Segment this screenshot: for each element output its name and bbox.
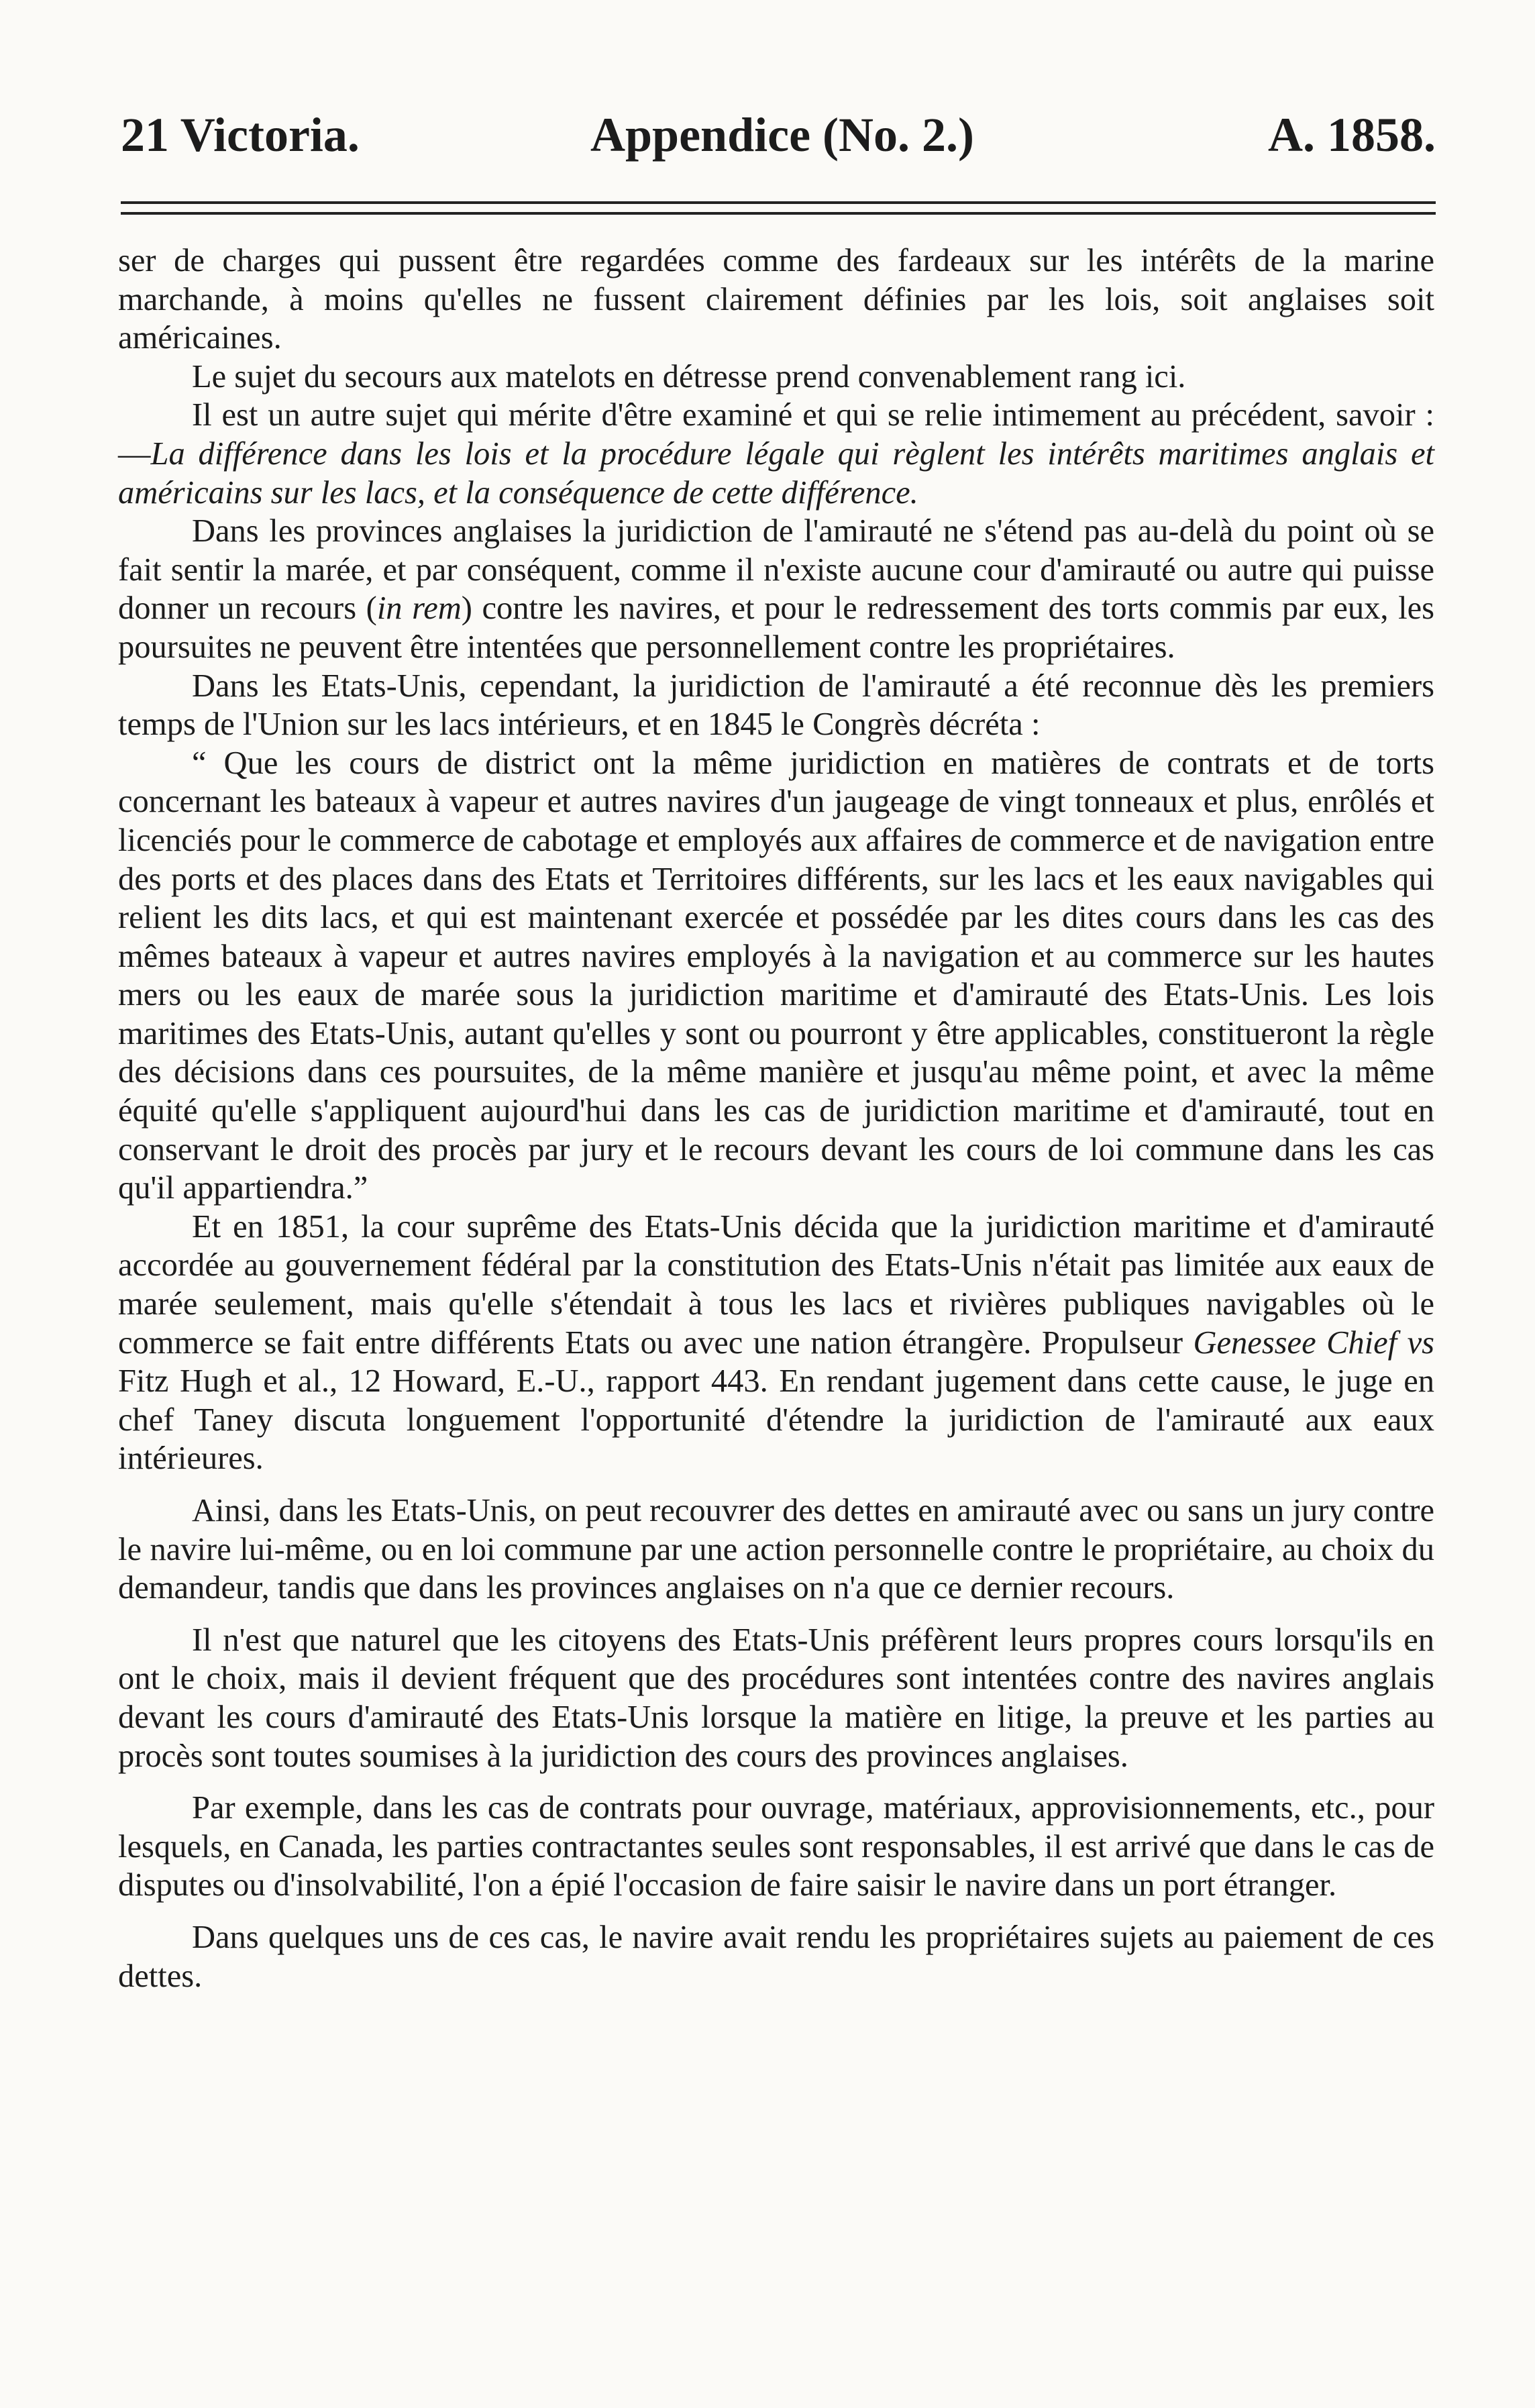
paragraph — [118, 1621, 1434, 1775]
header-appendix: Appendice (No. 2.) — [590, 108, 974, 162]
paragraph — [118, 1491, 1434, 1608]
text-run: Dans les Etats-Unis, cependant, la juridiction de l'amirauté a été reconnue dès les premiers temps de l'Union sur les lacs intérieurs, et en 1845 le Congrès décréta : — [118, 668, 1434, 743]
italic-text: Genessee Chief vs — [1193, 1324, 1434, 1361]
body-text — [118, 242, 1434, 1995]
header-session: 21 Victoria. — [121, 108, 360, 162]
text-run: “ Que les cours de district ont la même juridiction en matières de contrats et de torts concernant les bateaux à vapeur et autres navires d'un jaugeage de vingt tonneaux et plus, enrôlés et licenciés pour le commerce de cabotage et employés aux affaires de commerce et de navigation entre des ports et des places dans des Etats et Territoires différents, sur les lacs et les eaux navigables qui relient les dits lacs, et qui est maintenant exercée et possédée par les dites cours dans les cas des mêmes bateaux à vapeur et autres navires employés à la navigation et au commerce sur les hautes mers ou les eaux de marée sous la juridiction maritime et d'amirauté des Etats-Unis. Les lois maritimes des Etats-Unis, autant qu'elles y sont ou pourront y être applicables, constitueront la règle des décisions dans ces poursuites, de la même manière et jusqu'au même point, et avec la même équité qu'elle s'appliquent aujourd'hui dans les cas de juridiction maritime et d'amirauté, tout en conservant le droit des procès par jury et le recours devant les cours de loi commune dans les cas qu'il appartiendra.” — [118, 745, 1434, 1206]
text-run: Dans les provinces anglaises la juridiction de l'amirauté ne s'étend pas au-delà du point où se fait sentir la marée, et par conséquent, comme il n'existe aucune cour d'amirauté ou autre qui puisse donner un recours ( — [118, 513, 1434, 627]
paragraph — [118, 396, 1434, 512]
text-run: Et en 1851, la cour suprême des Etats-Unis décida que la juridiction maritime et d'amirauté accordée au gouvernement fédéral par la constitution des Etats-Unis n'était pas limitée aux eaux de marée seulement, mais qu'elle s'étendait à tous les lacs et rivières publiques navigables où le commerce se fait entre différents Etats ou avec une nation étrangère. Propulseur — [118, 1208, 1434, 1361]
paragraph — [118, 242, 1434, 358]
text-run: Il n'est que naturel que les citoyens des Etats-Unis préfèrent leurs propres cours lorsqu'ils en ont le choix, mais il devient fréquent que des procédures sont intentées contre des navires anglais devant les cours d'amirauté des Etats-Unis lorsque la matière en litige, la preuve et les parties au procès sont toutes soumises à la juridiction des cours des provinces anglaises. — [118, 1622, 1434, 1774]
text-run: ) contre les navires, et pour le redressement des torts commis par eux, les poursuites ne peuvent être intentées que personnellement contre les propriétaires. — [118, 590, 1434, 665]
paragraph — [118, 744, 1434, 1208]
text-run: Il est un autre sujet qui mérite d'être examiné et qui se relie intimement au précédent, savoir :— — [118, 397, 1434, 472]
paragraph — [118, 512, 1434, 666]
text-run: ser de charges qui pussent être regardées comme des fardeaux sur les intérêts de la marine marchande, à moins qu'elles ne fussent clairement définies par les lois, soit anglaises soit américaines. — [118, 243, 1434, 356]
paragraph — [118, 1918, 1434, 1995]
text-run: Le sujet du secours aux matelots en détresse prend convenablement rang ici. — [192, 358, 1186, 395]
italic-text: in rem — [376, 590, 462, 627]
text-run: Dans quelques uns de ces cas, le navire avait rendu les propriétaires sujets au paiement de ces dettes. — [118, 1919, 1434, 1994]
text-run: Ainsi, dans les Etats-Unis, on peut recouvrer des dettes en amirauté avec ou sans un jury contre le navire lui-même, ou en loi commune par une action personnelle contre le propriétaire, au choix du demandeur, tandis que dans les provinces anglaises on n'a que ce dernier recours. — [118, 1493, 1434, 1606]
paragraph — [118, 1208, 1434, 1478]
header-rule-bottom — [121, 212, 1436, 215]
italic-text: La différence dans les lois et la procédure légale qui règlent les intérêts maritimes anglais et américains sur les lacs, et la conséquence de cette différence. — [118, 435, 1434, 511]
paragraph — [118, 1789, 1434, 1905]
page-header — [121, 107, 1436, 174]
text-run: Fitz Hugh et al., 12 Howard, E.-U., rapport 443. En rendant jugement dans cette cause, le juge en chef Taney discuta longuement l'opportunité d'étendre la juridiction de l'amirauté aux eaux intérieures. — [118, 1363, 1434, 1477]
text-run: Par exemple, dans les cas de contrats pour ouvrage, matériaux, approvisionnements, etc., pour lesquels, en Canada, les parties contractantes seules sont responsables, il est arrivé que dans le cas de disputes ou d'insolvabilité, l'on a épié l'occasion de faire saisir le navire dans un port étranger. — [118, 1790, 1434, 1903]
header-year: A. 1858. — [1268, 108, 1436, 162]
paragraph — [118, 667, 1434, 744]
paragraph — [118, 358, 1434, 397]
header-rule-top — [121, 201, 1436, 204]
